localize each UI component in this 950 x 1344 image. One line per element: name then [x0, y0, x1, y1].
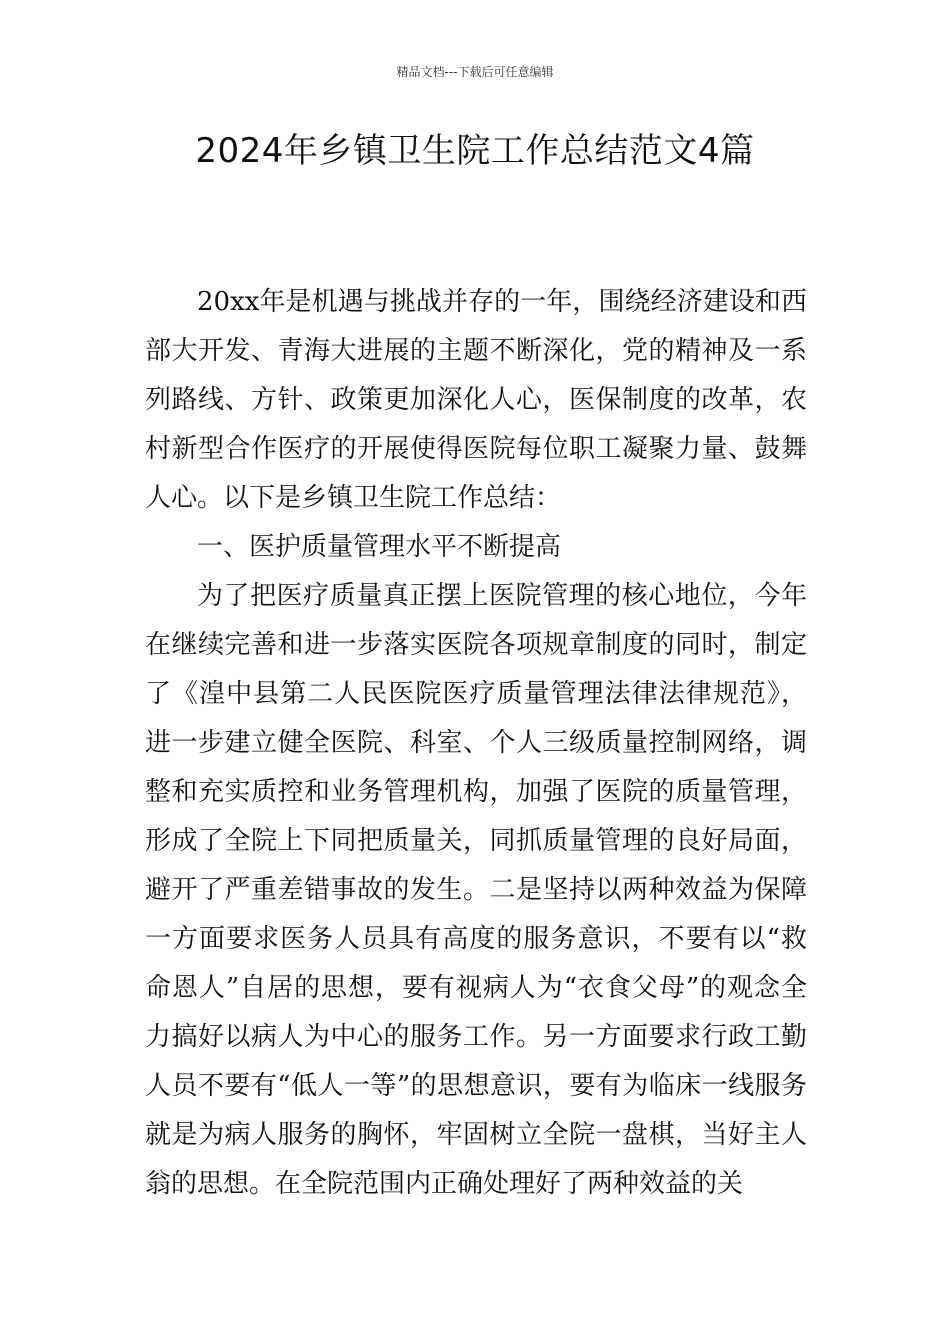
section-heading-1: 一、医护质量管理水平不断提高: [197, 532, 562, 562]
paragraph-quality-management: 为了把医疗质量真正摆上医院管理的核心地位，今年在继续完善和进一步落实医院各项规章制度的同时，制定了《湟中县第二人民医院医疗质量管理法律法律规范》，进一步建立健全医院、科室、个人三级质量控制网络，调整和充实质控和业务管理机构，加强了医院的质量管理，形成了全院上下同把质量关，同抓质量管理的良好局面，避开了严重差错事故的发生。二是坚持以两种效益为保障一方面要求医务人员具有高度的服务意识，不要有以“救命恩人”自居的思想，要有视病人为“衣食父母”的观念全力搞好以病人为中心的服务工作。另一方面要求行政工勤人员不要有“低人一等”的思想意识，要有为临床一线服务就是为病人服务的胸怀，牢固树立全院一盘棋，当好主人翁的思想。在全院范围内正确处理好了两种效益的关: [145, 581, 807, 1199]
document-body: [145, 278, 807, 1209]
document-title: 2024年乡镇卫生院工作总结范文4篇: [195, 131, 755, 171]
page-header-note: 精品文档---下载后可任意编辑: [396, 65, 554, 79]
paragraph-intro: 20xx年是机遇与挑战并存的一年，围绕经济建设和西部大开发、青海大进展的主题不断深化，党的精神及一系列路线、方针、政策更加深化人心，医保制度的改革，农村新型合作医疗的开展使得医院每位职工凝聚力量、鼓舞人心。以下是乡镇卫生院工作总结：: [145, 287, 807, 513]
